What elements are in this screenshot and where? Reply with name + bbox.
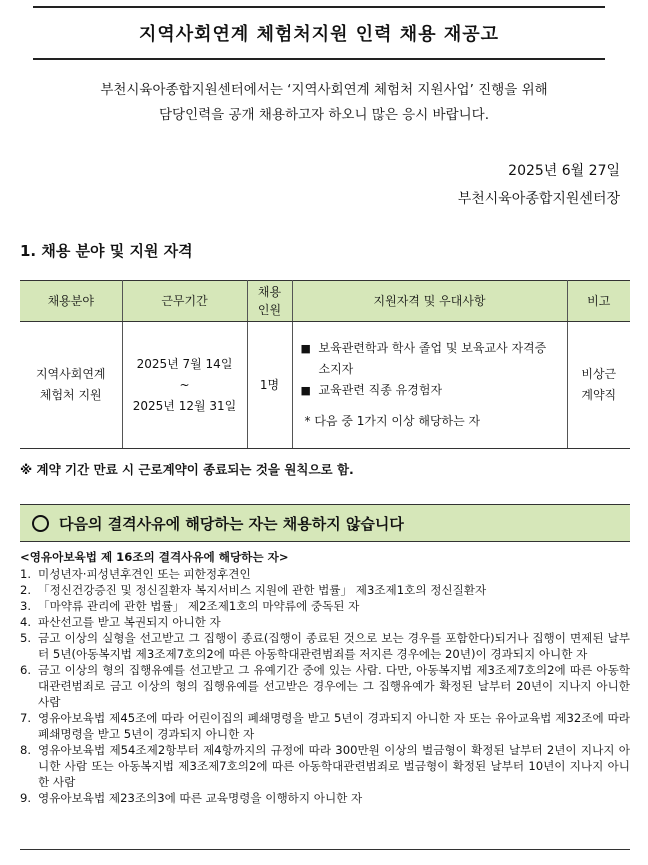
cell-period: 2025년 7월 14일 ~ 2025년 12월 31일: [122, 322, 247, 449]
header-field: 채용분야: [20, 281, 122, 322]
bottom-rule: [20, 849, 630, 850]
disqualification-banner: [20, 504, 630, 542]
recruitment-table: [20, 280, 630, 449]
list-item: 3. 「마약류 관리에 관한 법률」 제2조제1호의 마약류에 중독된 자: [20, 599, 360, 613]
disqualification-list: [20, 549, 630, 806]
signer: 부천시육아종합지원센터장: [457, 191, 620, 207]
table-header-row: [20, 281, 630, 322]
list-item: 4. 파산선고를 받고 복권되지 아니한 자: [20, 615, 221, 629]
list-item: 2. 「정신건강증진 및 정신질환자 복지서비스 지원에 관한 법률」 제3조제1호의 정신질환자: [20, 583, 487, 597]
list-item: 6. 금고 이상의 형의 집행유예를 선고받고 그 유예기간 중에 있는 사람. 다만, 아동복지법 제3조제7호의2에 따른 아동학대관련범죄로 금고 이상의 형의 집행유예를 선고받은 경우에는 그 집행유예가 확정된 날부터 20년이 지나지 아니한 사람: [20, 663, 630, 709]
section-1-title: 1. 채용 분야 및 지원 자격: [20, 242, 193, 260]
cell-field: 지역사회연계 체험처 지원: [20, 322, 122, 449]
intro-line-2: 담당인력을 공개 채용하고자 하오니 많은 응시 바랍니다.: [159, 107, 489, 123]
list-item: 1. 미성년자·피성년후견인 또는 피한정후견인: [20, 567, 251, 581]
list-item: 8. 영유아보육법 제54조제2항부터 제4항까지의 규정에 따라 300만원 이상의 벌금형이 확정된 날부터 2년이 지나지 아니한 사람 또는 아동복지법 제3조제7호의2에 따른 아동학대관련범죄로 벌금형이 확정된 날부터 10년이 지나지 아니한 사람: [20, 743, 630, 789]
square-bullet-icon: ■: [300, 342, 311, 355]
header-remarks: 비고: [567, 281, 630, 322]
circle-icon: [32, 515, 49, 532]
list-item: 9. 영유아보육법 제23조의3에 따른 교육명령을 이행하지 아니한 자: [20, 791, 363, 805]
page-title: 지역사회연계 체험처지원 인력 채용 재공고: [138, 24, 500, 45]
header-count: 채용 인원: [247, 281, 292, 322]
cell-count: 1명: [247, 322, 292, 449]
header-qualifications: 지원자격 및 우대사항: [292, 281, 567, 322]
title-underline: [33, 58, 605, 60]
contract-note: ※ 계약 기간 만료 시 근로계약이 종료되는 것을 원칙으로 함.: [20, 462, 354, 477]
qualification-item: ■ 교육관련 직종 유경험자: [301, 380, 561, 401]
law-heading: <영유아보육법 제 16조의 결격사유에 해당하는 자>: [20, 550, 289, 564]
table-row: [20, 322, 630, 449]
qualification-item: ■ 보육관련학과 학사 졸업 및 보육교사 자격증 소지자: [301, 338, 561, 380]
top-rule: [33, 6, 605, 8]
intro-line-1: 부천시육아종합지원센터에서는 ‘지역사회연계 체험처 지원사업’ 진행을 위해: [100, 82, 548, 98]
list-item: 7. 영유아보육법 제45조에 따라 어린이집의 폐쇄명령을 받고 5년이 경과되지 아니한 자 또는 유아교육법 제32조에 따라 폐쇄명령을 받고 5년이 경과되지 아니한 자: [20, 711, 630, 741]
list-item: 5. 금고 이상의 실형을 선고받고 그 집행이 종료(집행이 종료된 것으로 보는 경우를 포함한다)되거나 집행이 면제된 날부터 5년(아동복지법 제3조제7호의2에 따른 아동학대관련범죄를 저지른 경우에는 20년)이 경과되지 아니한 자: [20, 631, 630, 661]
announcement-date: 2025년 6월 27일: [508, 163, 620, 179]
square-bullet-icon: ■: [300, 384, 311, 397]
cell-qualifications: [292, 322, 567, 449]
qualification-note: * 다음 중 1가지 이상 해당하는 자: [304, 414, 481, 428]
header-period: 근무기간: [122, 281, 247, 322]
cell-remarks: 비상근 계약직: [567, 322, 630, 449]
disqualification-banner-text: 다음의 결격사유에 해당하는 자는 채용하지 않습니다: [59, 514, 404, 533]
intro-text: [20, 78, 628, 128]
